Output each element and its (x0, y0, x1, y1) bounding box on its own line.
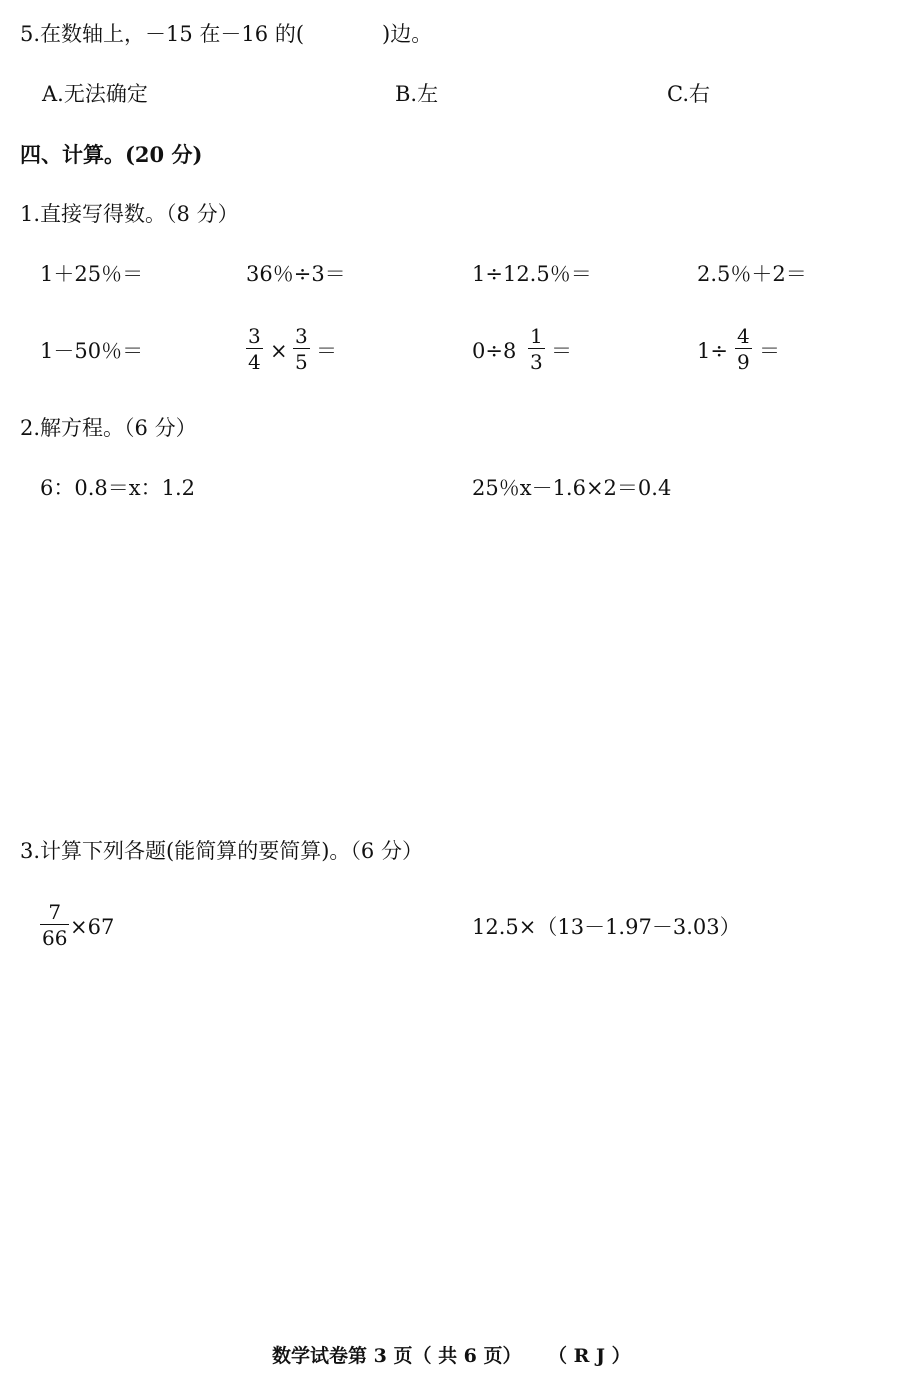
calc-item: 1－50％＝ (40, 339, 144, 363)
section-title: 四、计算。(20 分) (20, 142, 203, 167)
calc-item: 1÷12.5％＝ (472, 262, 592, 286)
calc-item: 2.5％＋2＝ (697, 262, 807, 286)
q5-stem-after: )边。 (382, 22, 433, 46)
part2-title: 2.解方程。（6 分） (20, 416, 197, 440)
fraction (528, 326, 545, 372)
part3-title: 3.计算下列各题(能简算的要简算)。（6 分） (20, 839, 423, 863)
calc-item: 36％÷3＝ (246, 262, 346, 286)
calc-lead: 0÷8 (472, 339, 517, 363)
numerator: 7 (48, 900, 62, 924)
edition-code: （ R J ） (548, 1345, 631, 1367)
q5-option-b[interactable]: B.左 (395, 82, 439, 106)
fraction (735, 326, 752, 372)
equation-1: 6：0.8＝x：1.2 (40, 476, 195, 500)
numerator: 3 (295, 324, 308, 348)
q5-stem (20, 24, 432, 45)
equation-2: 25％x－1.6×2＝0.4 (472, 476, 672, 500)
expression-1-tail: ×67 (70, 915, 115, 939)
fraction (293, 326, 310, 372)
q5-option-a[interactable]: A.无法确定 (42, 82, 148, 106)
equals: ＝ (316, 339, 337, 363)
q5-option-c[interactable]: C.右 (667, 82, 710, 106)
part1-title: 1.直接写得数。（8 分） (20, 202, 239, 226)
denominator: 3 (530, 350, 543, 374)
fraction (246, 326, 263, 372)
equals: ＝ (759, 339, 780, 363)
numerator: 3 (248, 324, 261, 348)
calc-lead: 1÷ (697, 339, 728, 363)
numerator: 4 (737, 324, 750, 348)
expression-2: 12.5×（13－1.97－3.03） (472, 915, 741, 939)
denominator: 4 (248, 350, 261, 374)
denominator: 5 (295, 350, 308, 374)
page-footer: 数学试卷第 3 页（ 共 6 页） (272, 1345, 522, 1367)
denominator: 66 (42, 926, 68, 950)
q5-stem-before: 5.在数轴上，－15 在－16 的( (20, 22, 305, 46)
denominator: 9 (737, 350, 750, 374)
numerator: 1 (530, 324, 543, 348)
equals: ＝ (551, 339, 572, 363)
fraction (40, 902, 69, 948)
calc-item: 1＋25％＝ (40, 262, 144, 286)
operator: × (270, 339, 288, 363)
